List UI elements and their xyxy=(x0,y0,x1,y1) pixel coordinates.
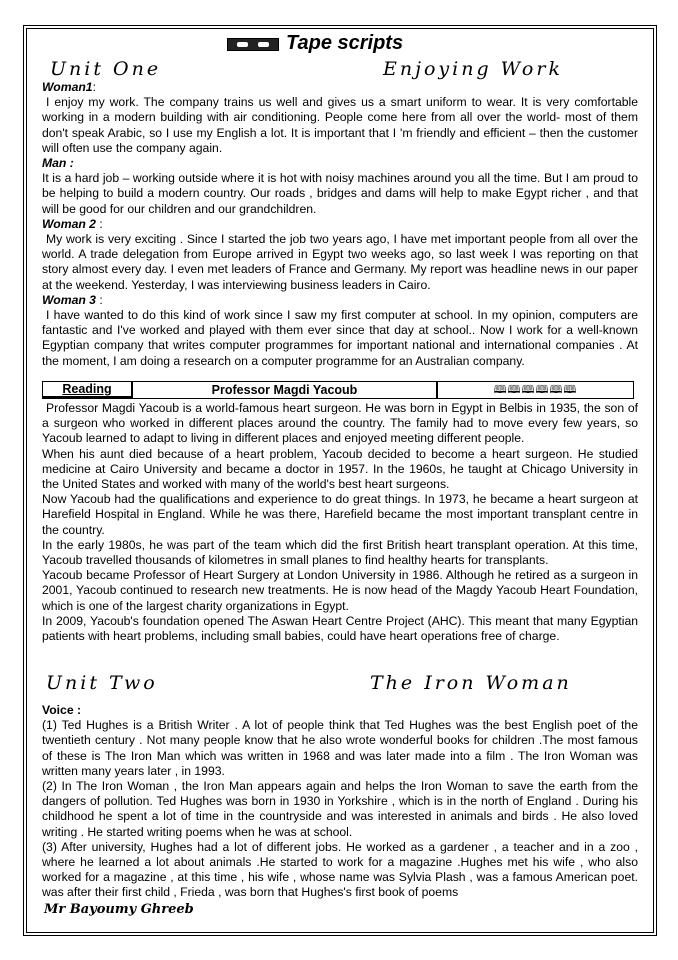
reading-paragraph: Yacoub became Professor of Heart Surgery at London University in 1986. Although he retired as a surgeon in 2001, Yacoub continued to research new treatments. He is now head of the Magdy Yacoub Heart Foundation, which is one of the largest charity organizations in Egypt. xyxy=(42,568,638,613)
unit-two-label: Unit Two xyxy=(46,672,158,694)
page-title: Tape scripts xyxy=(286,32,404,54)
reading-paragraph: In the early 1980s, he was part of the team which did the first British heart transplant operation. At this time, Yacoub travelled thousands of kilometres in small planes to find healthy hearts for transplants. xyxy=(42,537,638,568)
speaker-line: Woman 3 : xyxy=(42,292,103,307)
voice-paragraph: (2) In The Iron Woman , the Iron Man appears again and helps the Iron Woman to save the earth from the dangers of pollution. Ted Hughes was born in 1930 in Yorkshire , which is in the north of England . During his childhood he spent a lot of time in the countryside and was interested in animals and birds . He also loved writing . He started writing poems when he was at school. xyxy=(42,779,638,839)
reading-paragraph: In 2009, Yacoub's foundation opened The Aswan Heart Centre Project (AHC). This meant that many Egyptian patients with heart problems, including small babies, could have heart operations free of charge. xyxy=(42,613,638,644)
unit-two-title: The Iron Woman xyxy=(370,672,572,694)
speaker-text: I enjoy my work. The company trains us well and gives us a smart uniform to wear. It is very comfortable working in a modern building with air conditioning. People come here from all over the world- most of them don't speak Arabic, so I use my English a lot. It is important that I 'm friendly and efficient – then the customer will often use the company again. xyxy=(42,95,638,155)
reading-header-bar xyxy=(42,381,634,399)
unit-two-script xyxy=(42,703,638,901)
unit-one-script xyxy=(42,80,638,369)
reading-label: Reading xyxy=(43,382,133,398)
book-icons: 🕮🕮🕮🕮🕮🕮 xyxy=(493,383,578,396)
unit-one-title: Enjoying Work xyxy=(383,58,563,80)
voice-paragraph: (3) After university, Hughes had a lot of different jobs. He worked as a gardener , a teacher and in a zoo , where he learned a lot about animals .He started to work for a magazine .Hughes met his wife , who also worked for a magazine , at this time , his wife , whose name was Sylvia Plash , was a famous American poet. was after their first child , Frieda , was born that Hughes's first book of poems xyxy=(42,839,638,900)
reading-paragraph: When his aunt died because of a heart problem, Yacoub decided to become a heart surgeon. He studied medicine at Cairo University and became a doctor in 1957. In the 1960s, he taught at Chicago University in the United States and worked with many of the world's best heart surgeons. xyxy=(42,446,638,492)
cassette-tape-icon xyxy=(227,38,279,51)
unit-one-label: Unit One xyxy=(50,58,162,80)
reading-title: Professor Magdi Yacoub xyxy=(133,382,438,398)
speaker-text: My work is very exciting . Since I started the job two years ago, I have met important people from all over the world. A trade delegation from Europe arrived in Egypt two weeks ago, so last week I was reporting on that story almost every day. I even met leaders of France and Germany. My report was headline news in our paper at the weekend. Yesterday, I was interviewing business leaders in Cairo. xyxy=(42,232,638,292)
speaker-line: Man : xyxy=(42,156,74,171)
author-signature: Mr Bayoumy Ghreeb xyxy=(44,902,194,917)
reading-paragraph: Now Yacoub had the qualifications and experience to do great things. In 1973, he became a heart surgeon at Harefield Hospital in England. While he was there, Harefield became the most important transplant centre in the country. xyxy=(42,492,638,537)
speaker-text: I have wanted to do this kind of work since I saw my first computer at school. In my opinion, computers are fantastic and I've worked and played with them ever since that day at school.. Now I work for a well-known Egyptian company that writes computer programmes for important national and international companies . At the moment, I am doing a research on a computer programme for an Australian company. xyxy=(42,308,638,368)
reading-paragraph: Professor Magdi Yacoub is a world-famous heart surgeon. He was born in Egypt in Belbis in 1935, the son of a surgeon who worked in different places around the country. The family had to move every few years, so Yacoub learned to adapt to living in different places and enjoyed meeting different people. xyxy=(42,401,638,446)
voice-paragraph: (1) Ted Hughes is a British Writer . A lot of people think that Ted Hughes was the best English poet of the twentieth century . Not many people know that he also wrote wonderful books for children .The most famous of these is The Iron Man which was written in 1968 and was later made into a film . The Iron Woman was written many years later , in 1993. xyxy=(42,718,638,778)
speaker-text: It is a hard job – working outside where it is hot with noisy machines around you all the time. But I am proud to be helping to build a modern country. Our roads , bridges and dams will help to make Egypt richer , and that will be good for our children and our grandchildren. xyxy=(42,171,638,216)
speaker-line: Woman1: xyxy=(42,80,96,94)
page-header xyxy=(0,32,678,58)
reading-text xyxy=(42,401,638,644)
voice-label: Voice : xyxy=(42,703,82,717)
speaker-line: Woman 2 : xyxy=(42,216,103,231)
